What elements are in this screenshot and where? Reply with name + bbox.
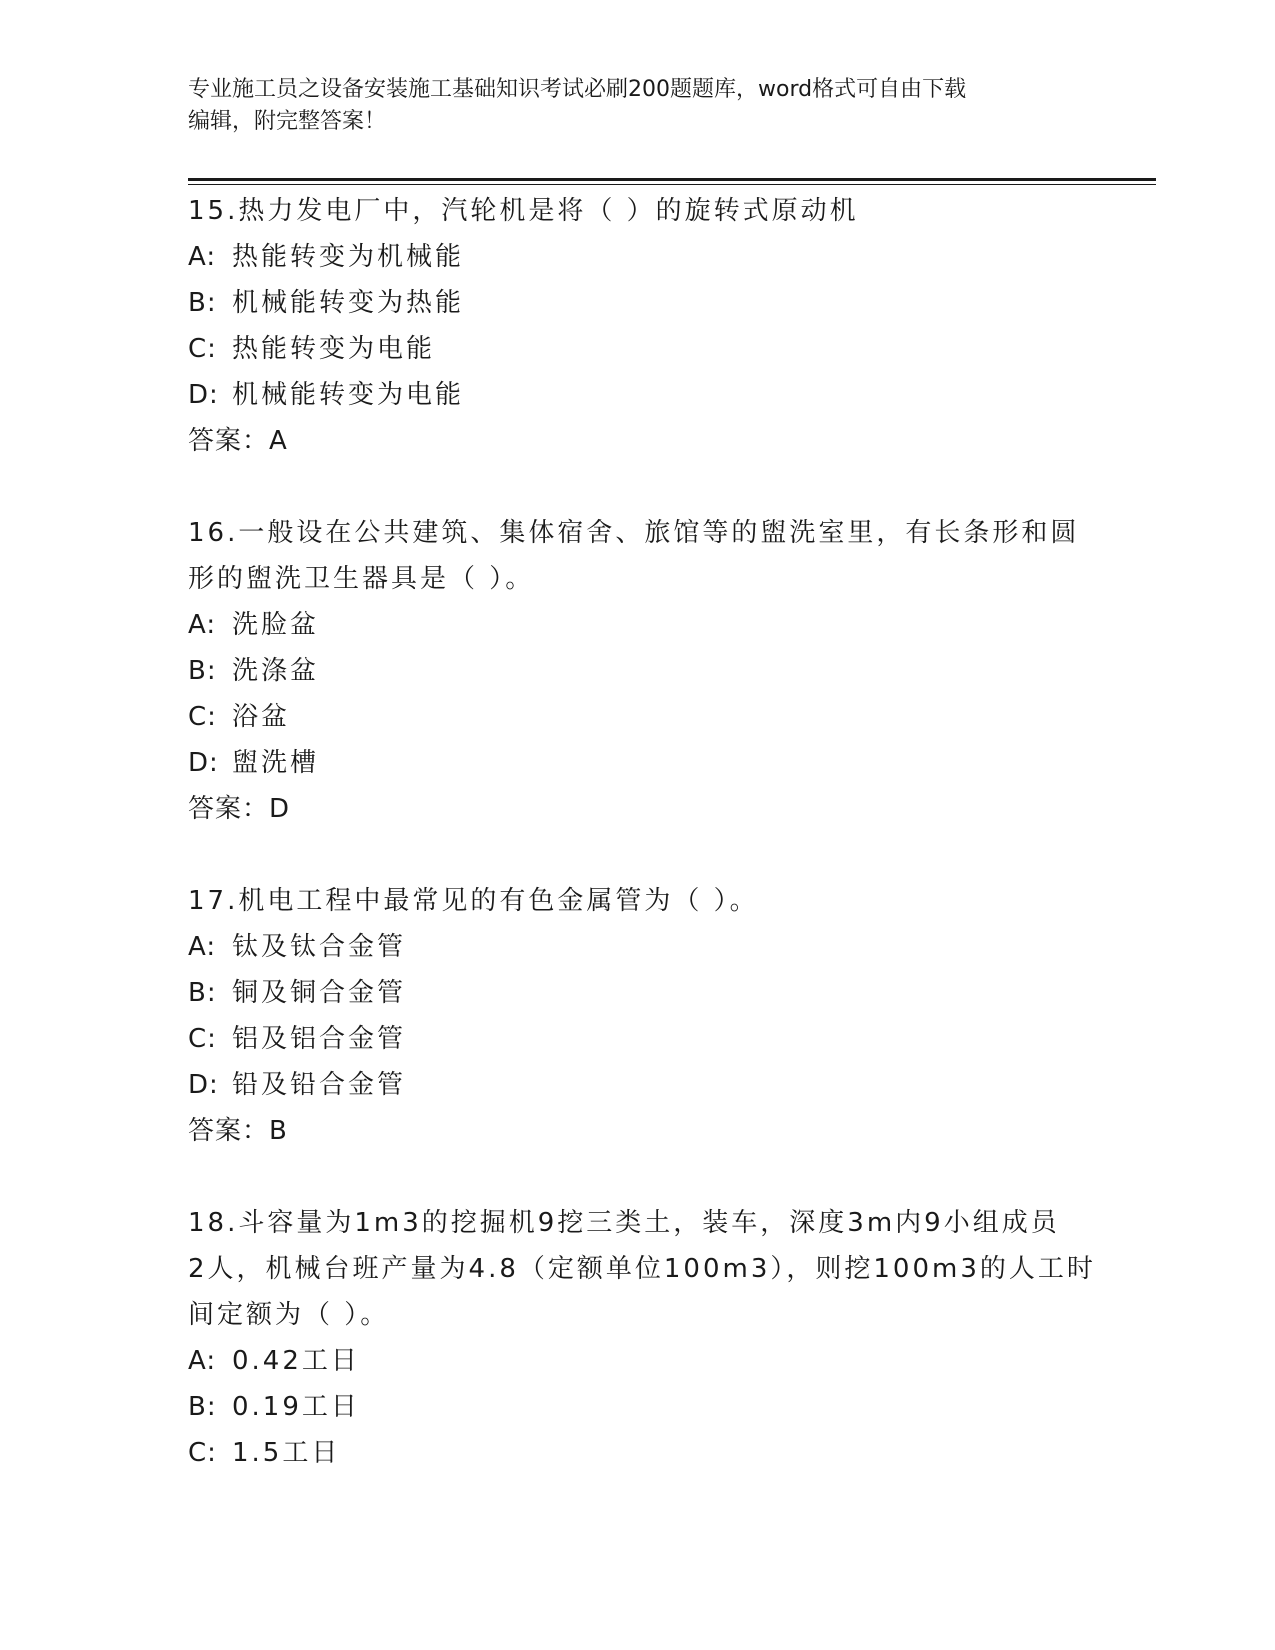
option-b bbox=[188, 970, 1088, 1016]
option-c bbox=[188, 694, 1088, 740]
question-stem: 形的盥洗卫生器具是（ ）。 bbox=[188, 564, 535, 594]
option-text: 热能转变为机械能 bbox=[232, 242, 465, 272]
option-label: B: bbox=[188, 1392, 217, 1422]
question-18 bbox=[188, 1200, 1096, 1476]
option-label: D: bbox=[188, 748, 219, 778]
option-text: 1.5工日 bbox=[232, 1438, 341, 1468]
question-list bbox=[188, 188, 1096, 1476]
header-line-2: 编辑，附完整答案！ bbox=[188, 109, 387, 134]
option-text: 洗涤盆 bbox=[232, 656, 320, 686]
option-c bbox=[188, 1430, 1088, 1476]
answer-line: 答案：A bbox=[188, 426, 288, 456]
option-text: 铅及铅合金管 bbox=[232, 1070, 407, 1100]
option-text: 0.19工日 bbox=[232, 1392, 360, 1422]
question-15 bbox=[188, 188, 1088, 464]
option-text: 盥洗槽 bbox=[232, 748, 320, 778]
question-stem: 15.热力发电厂中，汽轮机是将（ ）的旋转式原动机 bbox=[188, 196, 859, 226]
header-rule-thin bbox=[188, 184, 1156, 185]
option-text: 钛及钛合金管 bbox=[232, 932, 407, 962]
option-text: 铝及铝合金管 bbox=[232, 1024, 407, 1054]
option-d bbox=[188, 740, 1088, 786]
option-c bbox=[188, 1016, 1088, 1062]
option-label: C: bbox=[188, 702, 217, 732]
option-text: 机械能转变为电能 bbox=[232, 380, 465, 410]
question-stem: 18.斗容量为1m3的挖掘机9挖三类土，装车，深度3m内9小组成员 bbox=[188, 1208, 1060, 1238]
option-text: 浴盆 bbox=[232, 702, 291, 732]
option-label: A: bbox=[188, 242, 217, 272]
option-a bbox=[188, 602, 1088, 648]
option-text: 机械能转变为热能 bbox=[232, 288, 465, 318]
question-17 bbox=[188, 878, 1088, 1154]
option-label: B: bbox=[188, 288, 217, 318]
option-a bbox=[188, 924, 1088, 970]
option-text: 0.42工日 bbox=[232, 1346, 360, 1376]
header-line-1: 专业施工员之设备安装施工基础知识考试必刷200题题库，word格式可自由下载 bbox=[188, 77, 967, 102]
option-label: A: bbox=[188, 610, 217, 640]
option-text: 铜及铜合金管 bbox=[232, 978, 407, 1008]
option-label: D: bbox=[188, 380, 219, 410]
question-stem: 间定额为（ ）。 bbox=[188, 1300, 390, 1330]
option-d bbox=[188, 372, 1088, 418]
option-label: D: bbox=[188, 1070, 219, 1100]
option-a bbox=[188, 234, 1088, 280]
option-label: B: bbox=[188, 978, 217, 1008]
option-label: C: bbox=[188, 334, 217, 364]
option-b bbox=[188, 648, 1088, 694]
question-16 bbox=[188, 510, 1088, 832]
answer-line: 答案：B bbox=[188, 1116, 288, 1146]
option-c bbox=[188, 326, 1088, 372]
option-label: C: bbox=[188, 1438, 217, 1468]
option-label: C: bbox=[188, 1024, 217, 1054]
question-stem: 17.机电工程中最常见的有色金属管为（ ）。 bbox=[188, 886, 759, 916]
option-text: 热能转变为电能 bbox=[232, 334, 436, 364]
header-rule-thick bbox=[188, 178, 1156, 181]
option-label: A: bbox=[188, 932, 217, 962]
option-a bbox=[188, 1338, 1088, 1384]
option-text: 洗脸盆 bbox=[232, 610, 320, 640]
document-header bbox=[188, 74, 1088, 138]
question-stem: 16.一般设在公共建筑、集体宿舍、旅馆等的盥洗室里，有长条形和圆 bbox=[188, 518, 1080, 548]
option-label: A: bbox=[188, 1346, 217, 1376]
option-label: B: bbox=[188, 656, 217, 686]
option-b bbox=[188, 280, 1088, 326]
option-b bbox=[188, 1384, 1088, 1430]
option-d bbox=[188, 1062, 1088, 1108]
question-stem: 2人，机械台班产量为4.8（定额单位100m3），则挖100m3的人工时 bbox=[188, 1254, 1096, 1284]
answer-line: 答案：D bbox=[188, 794, 291, 824]
